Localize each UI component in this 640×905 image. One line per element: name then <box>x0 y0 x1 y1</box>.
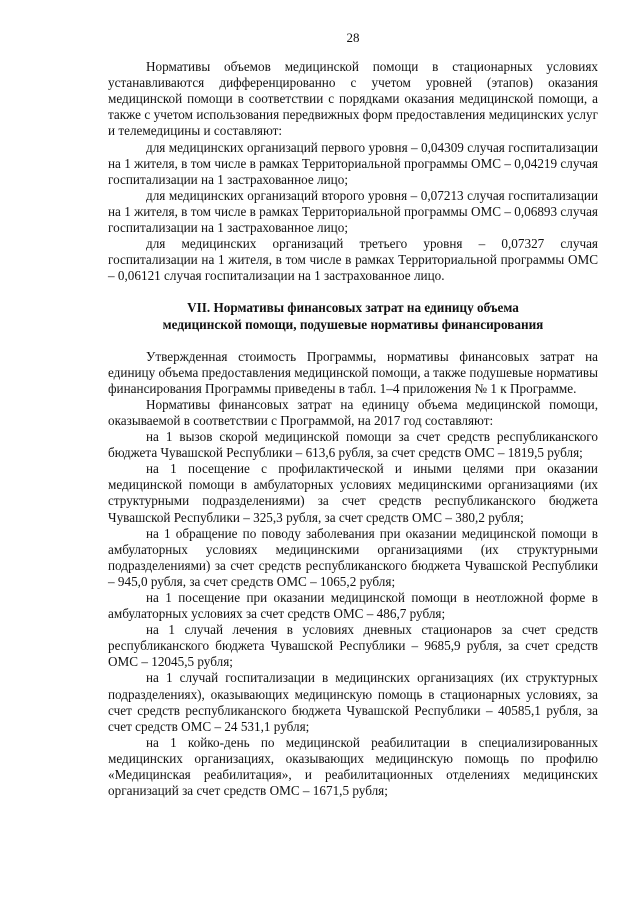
paragraph: для медицинских организаций третьего уровня – 0,07327 случая госпитализации на 1 жителя, в том числе в рамках Территориальной программы ОМС – 0,06121 случая госпитализации на 1 застрахованное лицо. <box>108 236 598 284</box>
paragraph: Нормативы объемов медицинской помощи в стационарных условиях устанавливаются дифференцированно с учетом уровней (этапов) оказания медицинской помощи в соответствии с порядками оказания медицинской помощи, а также с учетом использования передвижных форм предоставления медицинских услуг и телемедицины и составляют: <box>108 59 598 139</box>
paragraph: на 1 вызов скорой медицинской помощи за счет средств республиканского бюджета Чувашской Республики – 613,6 рубля, за счет средств ОМС – 1819,5 рубля; <box>108 429 598 461</box>
paragraph: Нормативы финансовых затрат на единицу объема медицинской помощи, оказываемой в соответствии с Программой, на 2017 год составляют: <box>108 396 598 428</box>
page-number: 28 <box>346 30 360 45</box>
document-body <box>108 59 598 799</box>
paragraph: на 1 посещение при оказании медицинской помощи в неотложной форме в амбулаторных условиях за счет средств ОМС – 486,7 рубля; <box>108 590 598 622</box>
paragraph: для медицинских организаций первого уровня – 0,04309 случая госпитализации на 1 жителя, в том числе в рамках Территориальной программы ОМС – 0,04219 случая госпитализации на 1 застрахованное лицо; <box>108 139 598 187</box>
section-heading <box>108 300 598 332</box>
paragraph: Утвержденная стоимость Программы, нормативы финансовых затрат на единицу объема предоставления медицинской помощи, а также подушевые нормативы финансирования Программы приведены в табл. 1–4 приложения № 1 к Программе. <box>108 348 598 396</box>
paragraph: на 1 случай госпитализации в медицинских организациях (их структурных подразделениях), оказывающих медицинскую помощь в стационарных условиях, за счет средств республиканского бюджета Чувашской Республики – 40585,1 рубля, за счет средств ОМС – 24 531,1 рубля; <box>108 670 598 734</box>
paragraph: на 1 посещение с профилактической и иными целями при оказании медицинской помощи в амбулаторных условиях медицинскими организациями (их структурными подразделениями) за счет средств республиканского бюджета Чувашской Республики – 325,3 рубля, за счет средств ОМС – 380,2 рубля; <box>108 461 598 525</box>
paragraph: на 1 случай лечения в условиях дневных стационаров за счет средств республиканского бюджета Чувашской Республики – 9685,9 рубля, за счет средств ОМС – 12045,5 рубля; <box>108 622 598 670</box>
paragraph: для медицинских организаций второго уровня – 0,07213 случая госпитализации на 1 жителя, в том числе в рамках Территориальной программы ОМС – 0,06893 случая госпитализации на 1 застрахованное лицо; <box>108 187 598 236</box>
section-heading-line: VII. Нормативы финансовых затрат на единицу объема <box>187 300 519 316</box>
paragraph: на 1 койко-день по медицинской реабилитации в специализированных медицинских организациях, оказывающих медицинскую помощь по профилю «Медицинская реабилитация», и реабилитационных отделениях медицинских организаций за счет средств ОМС – 1671,5 рубля; <box>108 734 598 799</box>
paragraph: на 1 обращение по поводу заболевания при оказании медицинской помощи в амбулаторных условиях медицинскими организациями (их структурными подразделениями) за счет средств республиканского бюджета Чувашской Республики – 945,0 рубля, за счет средств ОМС – 1065,2 рубля; <box>108 525 598 589</box>
section-heading-line: медицинской помощи, подушевые нормативы финансирования <box>162 316 544 332</box>
